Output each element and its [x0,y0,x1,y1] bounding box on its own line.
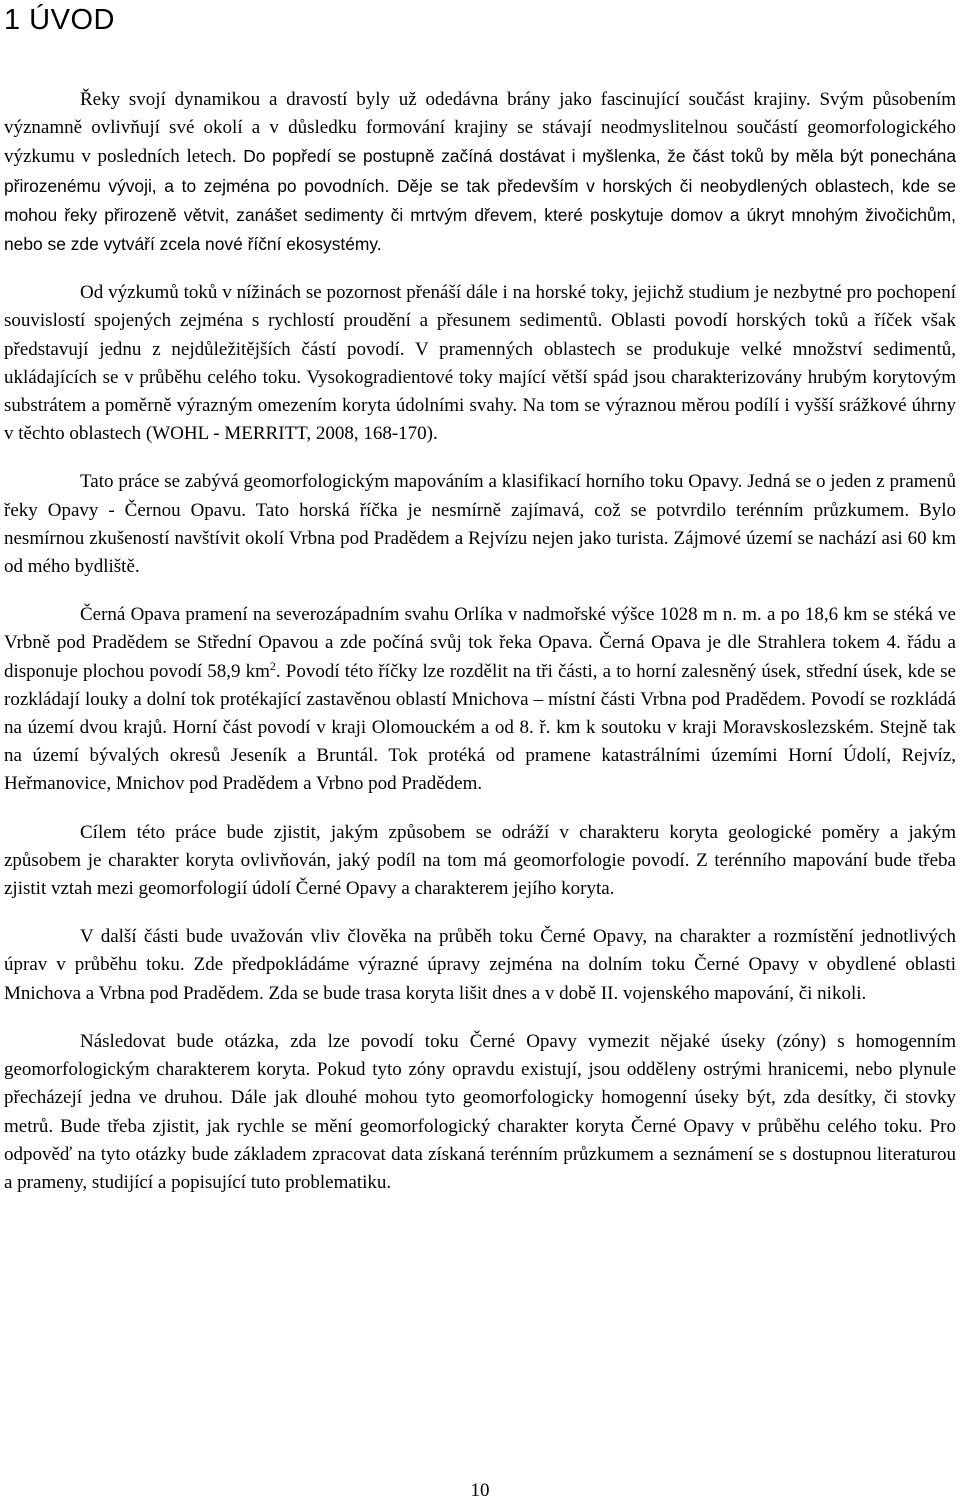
paragraph-6: V další části bude uvažován vliv člověka na průběh toku Černé Opavy, na charakter a rozmístění jednotlivých úprav v průběhu toku. Zde předpokládáme výrazné úpravy zejména na dolním toku Černé Opavy v obydlené oblasti Mnichova a Vrbna pod Pradědem. Zda se bude trasa koryta lišit dnes a v době II. vojenského mapování, či nikoli. [4,926,956,1004]
paragraph-5: Cílem této práce bude zjistit, jakým způsobem se odráží v charakteru koryta geologické poměry a jakým způsobem je charakter koryta ovlivňován, jaký podíl na tom má geomorfologie povodí. Z terénního mapování bude třeba zjistit vztah mezi geomorfologií údolí Černé Opavy a charakterem jejího koryta. [4,821,956,900]
body-text [4,86,956,1217]
paragraph-1-serif-part: Řeky svojí dynamikou a dravostí byly už odedávna brány jako fascinující součást krajiny. Svým působením významně ovlivňují své okolí a v důsledku formování krajiny se stávají neodmyslitelnou součástí geomorfologického výzkumu v posledních letech. [4,89,956,168]
chapter-heading: 1 ÚVOD [4,4,115,36]
superscript-2: 2 [269,658,276,673]
paragraph-4-text-b: . Povodí této říčky lze rozdělit na tři části, a to horní zalesněný úsek, střední úsek, kde se rozkládají louky a dolní tok protékající zastavěnou oblastí Mnichova – místní části Vrbna pod Pradědem. Povodí se rozkládá na území dvou krajů. Horní část povodí v kraji Olomouckém a od 8. ř. km k soutoku v kraji Moravskoslezském. Stejně tak na území bývalých okresů Jeseník a Bruntál. Tok protéká od pramene katastrálními územími Horní Údolí, Rejvíz, Heřmanovice, Mnichov pod Pradědem a Vrbno pod Pradědem. [4,660,956,795]
paragraph-2: Od výzkumů toků v nížinách se pozornost přenáší dále i na horské toky, jejichž studium je nezbytné pro pochopení souvislostí spojených zejména s rychlostí proudění a přesunem sedimentů. Oblasti povodí horských toků a říček však představují jednu z nejdůležitějších částí povodí. V pramenných oblastech se produkuje velké množství sedimentů, ukládajících se v průběhu celého toku. Vysokogradientové toky mající větší spád jsou charakterizovány hrubým korytovým substrátem a poměrně výrazným omezením koryta údolními svahy. Na tom se výraznou měrou podílí i vyšší srážkové úhrny v těchto oblastech (WOHL - MERRITT, 2008, 168-170). [4,282,956,445]
paragraph-4 [4,601,956,798]
paragraph-1-sans-part: Do popředí se postupně začíná dostávat i myšlenka, že část toků by měla být ponechána přirozenému vývoji, a to zejména po povodních. Děje se tak především v horských či neobydlených oblastech, kde se mohou řeky přirozeně větvit, zanášet sedimenty či mrtvým dřevem, které poskytuje domov a úkryt mnohým živočichům, nebo se zde vytváří zcela nové říční ekosystémy. [4,146,957,255]
page-number: 10 [470,1480,490,1501]
paragraph-4-text-a: Černá Opava pramení na severozápadním svahu Orlíka v nadmořské výšce 1028 m n. m. a po 18,6 km se stéká ve Vrbně pod Pradědem se Střední Opavou a zde počíná svůj tok řeka Opava. Černá Opava je dle Strahlera tokem 4. řádu a disponuje plochou povodí 58,9 km [4,604,956,682]
paragraph-1 [4,86,956,259]
paragraph-7: Následovat bude otázka, zda lze povodí toku Černé Opavy vymezit nějaké úseky (zóny) s homogenním geomorfologickým charakterem koryta. Pokud tyto zóny opravdu existují, jsou odděleny ostrými hranicemi, nebo plynule přecházejí jedna ve druhou. Dále jak dlouhé mohou tyto geomorfologicky homogenní úseky být, zda desítky, či stovky metrů. Bude třeba zjistit, jak rychle se mění geomorfologický charakter koryta Černé Opavy v průběhu celého toku. Pro odpověď na tyto otázky bude základem zpracovat data získaná terénním průzkumem a seznámení se s dostupnou literaturou a prameny, studijící a popisující tuto problematiku. [4,1030,956,1193]
paragraph-3: Tato práce se zabývá geomorfologickým mapováním a klasifikací horního toku Opavy. Jedná se o jeden z pramenů řeky Opavy - Černou Opavu. Tato horská říčka je nesmírně zajímavá, což se potvrdilo terénním průzkumem. Bylo nesmírnou zkušeností navštívit okolí Vrbna pod Pradědem a Rejvízu nejen jako turista. Zájmové území se nachází asi 60 km od mého bydliště. [4,471,956,578]
